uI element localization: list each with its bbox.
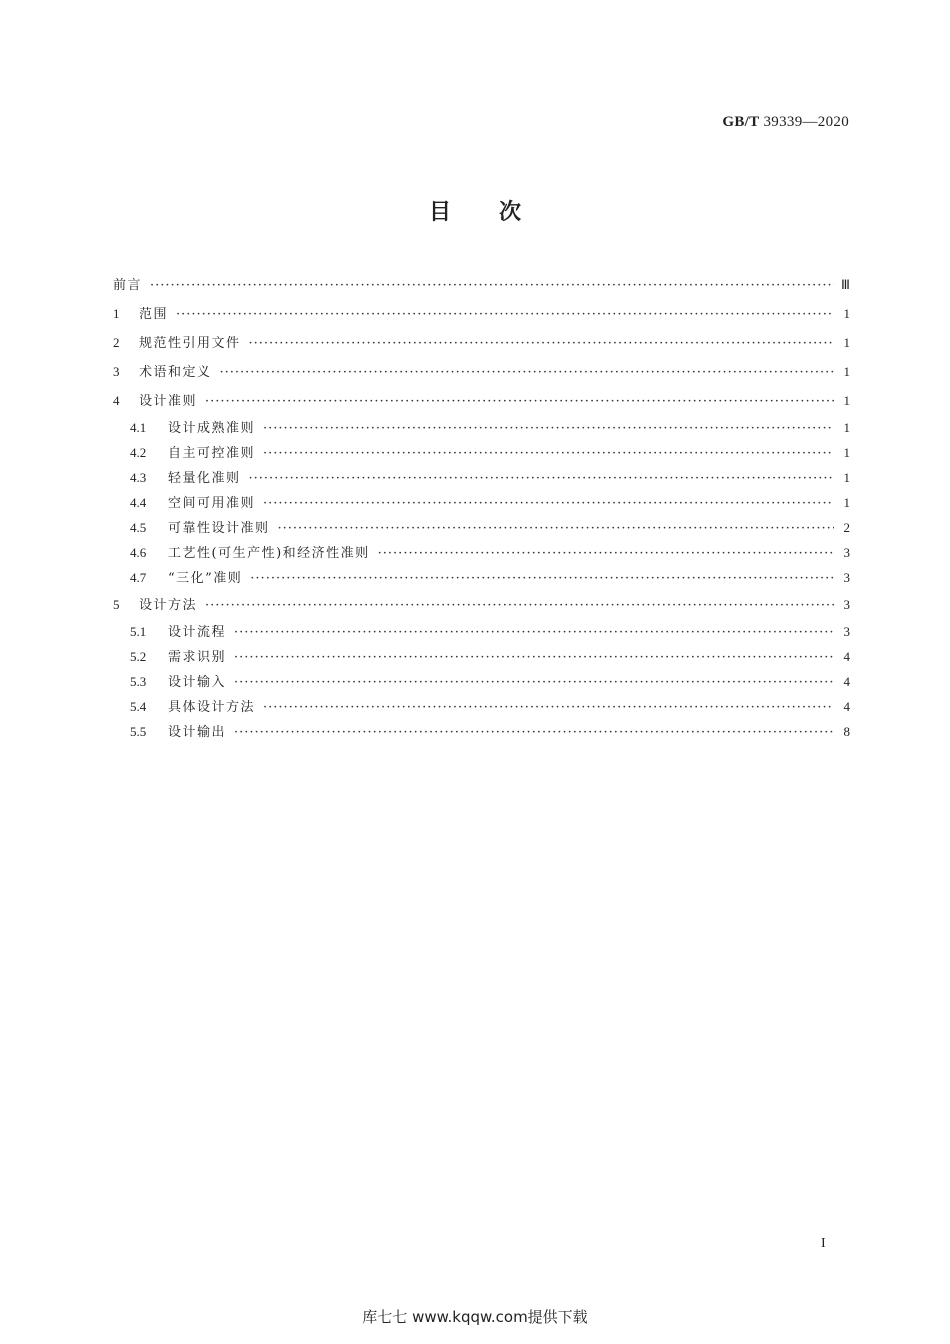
- toc-leader-dots: [249, 329, 834, 358]
- toc-entry[interactable]: [113, 357, 850, 386]
- toc-leader-dots: [205, 591, 834, 620]
- toc-entry-number: 4.6: [130, 545, 147, 560]
- toc-entry-number: 4.2: [130, 445, 147, 460]
- toc-entry[interactable]: [113, 465, 850, 490]
- toc-entry-number: 5.3: [130, 674, 147, 689]
- toc-entry-number: 5.2: [130, 649, 147, 664]
- toc-entry-number: 2: [113, 335, 120, 350]
- toc-entry-label: 设计方法: [139, 598, 198, 613]
- toc-entry[interactable]: [113, 515, 850, 540]
- toc-entry-label: 设计准则: [139, 394, 198, 409]
- toc-entry-number: 4.4: [130, 495, 147, 510]
- toc-leader-dots: [220, 358, 834, 387]
- toc-entry-number: 1: [113, 306, 120, 321]
- toc-entry-label: 需求识别: [168, 650, 227, 665]
- page-number: I: [821, 1236, 826, 1251]
- toc-entry-label: 范围: [139, 307, 169, 322]
- toc-leader-dots: [150, 271, 834, 300]
- toc-leader-dots: [234, 670, 834, 695]
- toc-entry[interactable]: [113, 270, 850, 299]
- toc-entry-page: 1: [843, 335, 850, 350]
- toc-entry-label: 自主可控准则: [168, 446, 256, 461]
- toc-entry-number: 4.7: [130, 570, 147, 585]
- page-title: 目次: [428, 200, 569, 225]
- toc-entry-page: 2: [843, 520, 850, 535]
- toc-entry-page: Ⅲ: [841, 277, 850, 292]
- toc-leader-dots: [234, 645, 834, 670]
- toc-entry-page: 4: [843, 699, 850, 714]
- toc-leader-dots: [263, 416, 834, 441]
- toc-entry[interactable]: [113, 590, 850, 619]
- toc-entry-label: 设计输出: [168, 725, 227, 740]
- toc-entry-label: 设计输入: [168, 675, 227, 690]
- toc-entry-page: 1: [843, 445, 850, 460]
- toc-entry-page: 4: [843, 649, 850, 664]
- toc-entry[interactable]: [113, 386, 850, 415]
- toc-entry-label: 设计流程: [168, 625, 227, 640]
- toc-entry-page: 8: [843, 724, 850, 739]
- toc-entry[interactable]: [113, 694, 850, 719]
- toc-entry-number: 4.5: [130, 520, 147, 535]
- toc-entry[interactable]: [113, 328, 850, 357]
- toc-leader-dots: [234, 620, 834, 645]
- table-of-contents: [113, 270, 850, 744]
- toc-entry-page: 1: [843, 495, 850, 510]
- toc-entry[interactable]: [113, 565, 850, 590]
- toc-entry-number: 5: [113, 597, 120, 612]
- toc-leader-dots: [263, 441, 834, 466]
- toc-entry-label: 前言: [113, 278, 143, 293]
- toc-entry-page: 1: [843, 393, 850, 408]
- toc-leader-dots: [263, 695, 834, 720]
- toc-entry-label: 可靠性设计准则: [168, 521, 270, 536]
- toc-entry-number: 5.4: [130, 699, 147, 714]
- toc-entry-number: 3: [113, 364, 120, 379]
- toc-entry[interactable]: [113, 440, 850, 465]
- toc-leader-dots: [263, 491, 834, 516]
- toc-leader-dots: [249, 466, 834, 491]
- toc-entry-page: 3: [843, 597, 850, 612]
- toc-entry-page: 1: [843, 306, 850, 321]
- toc-entry-page: 3: [843, 624, 850, 639]
- toc-entry[interactable]: [113, 619, 850, 644]
- toc-entry-number: 4.3: [130, 470, 147, 485]
- toc-leader-dots: [234, 720, 834, 745]
- toc-entry-number: 5.5: [130, 724, 147, 739]
- toc-leader-dots: [250, 566, 834, 591]
- toc-entry-label: “三化”准则: [168, 571, 243, 586]
- toc-entry-page: 1: [843, 470, 850, 485]
- toc-entry-label: 空间可用准则: [168, 496, 256, 511]
- toc-entry[interactable]: [113, 299, 850, 328]
- standard-prefix: GB/T: [722, 114, 760, 130]
- toc-entry-number: 4: [113, 393, 120, 408]
- toc-entry[interactable]: [113, 490, 850, 515]
- toc-entry-label: 工艺性(可生产性)和经济性准则: [168, 546, 370, 561]
- toc-leader-dots: [176, 300, 834, 329]
- toc-entry-page: 1: [843, 364, 850, 379]
- toc-entry[interactable]: [113, 669, 850, 694]
- toc-entry[interactable]: [113, 415, 850, 440]
- footer-watermark: 库七七 www.kqqw.com提供下载: [362, 1308, 588, 1326]
- toc-entry[interactable]: [113, 644, 850, 669]
- standard-number: 39339—2020: [763, 114, 849, 130]
- toc-entry[interactable]: [113, 719, 850, 744]
- toc-entry-label: 具体设计方法: [168, 700, 256, 715]
- toc-entry-label: 设计成熟准则: [168, 421, 256, 436]
- toc-entry-number: 5.1: [130, 624, 147, 639]
- toc-entry-number: 4.1: [130, 420, 147, 435]
- standard-code: [722, 114, 849, 131]
- toc-entry[interactable]: [113, 540, 850, 565]
- toc-entry-page: 3: [843, 545, 850, 560]
- toc-entry-page: 1: [843, 420, 850, 435]
- toc-entry-label: 轻量化准则: [168, 471, 241, 486]
- toc-entry-page: 4: [843, 674, 850, 689]
- toc-entry-page: 3: [843, 570, 850, 585]
- toc-leader-dots: [278, 516, 834, 541]
- toc-entry-label: 规范性引用文件: [139, 336, 241, 351]
- toc-entry-label: 术语和定义: [139, 365, 212, 380]
- toc-leader-dots: [378, 541, 834, 566]
- toc-leader-dots: [205, 387, 834, 416]
